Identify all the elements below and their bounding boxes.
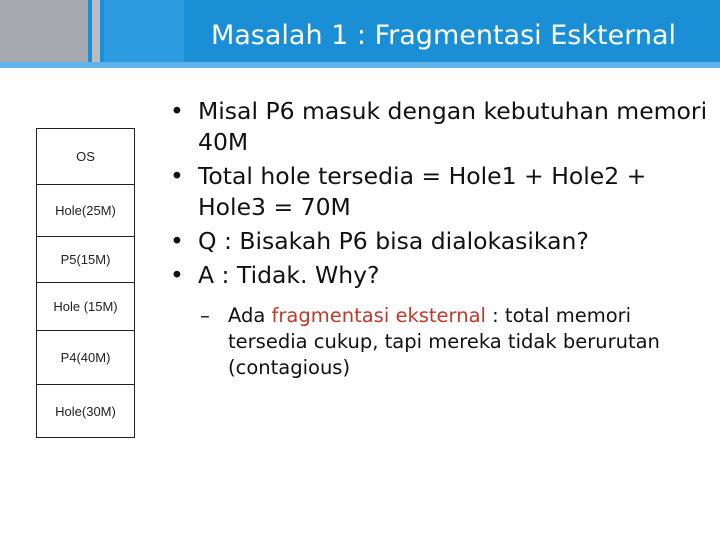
bullet-item bbox=[168, 260, 708, 291]
memory-block-hole2: Hole (15M) bbox=[37, 283, 134, 331]
bullet-dot-icon: • bbox=[170, 227, 184, 255]
bullet-dot-icon: • bbox=[170, 97, 184, 125]
bullet-item bbox=[168, 161, 708, 223]
header-decor-tile bbox=[92, 0, 100, 62]
sub-bullet-prefix: Ada bbox=[228, 304, 272, 327]
memory-block-os: OS bbox=[37, 129, 134, 185]
bullet-dot-icon: • bbox=[170, 162, 184, 190]
header-decor-tile bbox=[104, 0, 184, 62]
memory-block-p4: P4(40M) bbox=[37, 331, 134, 385]
sub-bullet-dash: – bbox=[200, 304, 210, 327]
memory-block-hole1: Hole(25M) bbox=[37, 185, 134, 237]
bullet-item bbox=[168, 226, 708, 257]
sub-bullet-highlight: fragmentasi eksternal bbox=[271, 304, 486, 327]
sub-bullet-item bbox=[198, 303, 708, 381]
bullet-text: Misal P6 masuk dengan kebutuhan memori 40M bbox=[198, 97, 708, 156]
slide-content bbox=[168, 96, 708, 381]
slide-header bbox=[0, 0, 720, 68]
slide-title: Masalah 1 : Fragmentasi Eskternal bbox=[210, 20, 676, 51]
header-stripe bbox=[0, 62, 720, 68]
bullet-text: A : Tidak. Why? bbox=[198, 261, 380, 289]
memory-map bbox=[36, 128, 135, 438]
bullet-text: Q : Bisakah P6 bisa dialokasikan? bbox=[198, 227, 589, 255]
memory-block-hole3: Hole(30M) bbox=[55, 403, 116, 419]
bullet-text: Total hole tersedia = Hole1 + Hole2 + Hole3 = 70M bbox=[198, 162, 647, 221]
sub-bullet-suffix: : total memori tersedia cukup, tapi mereka tidak berurutan (contagious) bbox=[228, 304, 660, 379]
memory-block-p5: P5(15M) bbox=[37, 237, 134, 283]
header-decor-tile bbox=[0, 0, 88, 62]
bullet-dot-icon: • bbox=[170, 261, 184, 289]
bullet-item bbox=[168, 96, 708, 158]
